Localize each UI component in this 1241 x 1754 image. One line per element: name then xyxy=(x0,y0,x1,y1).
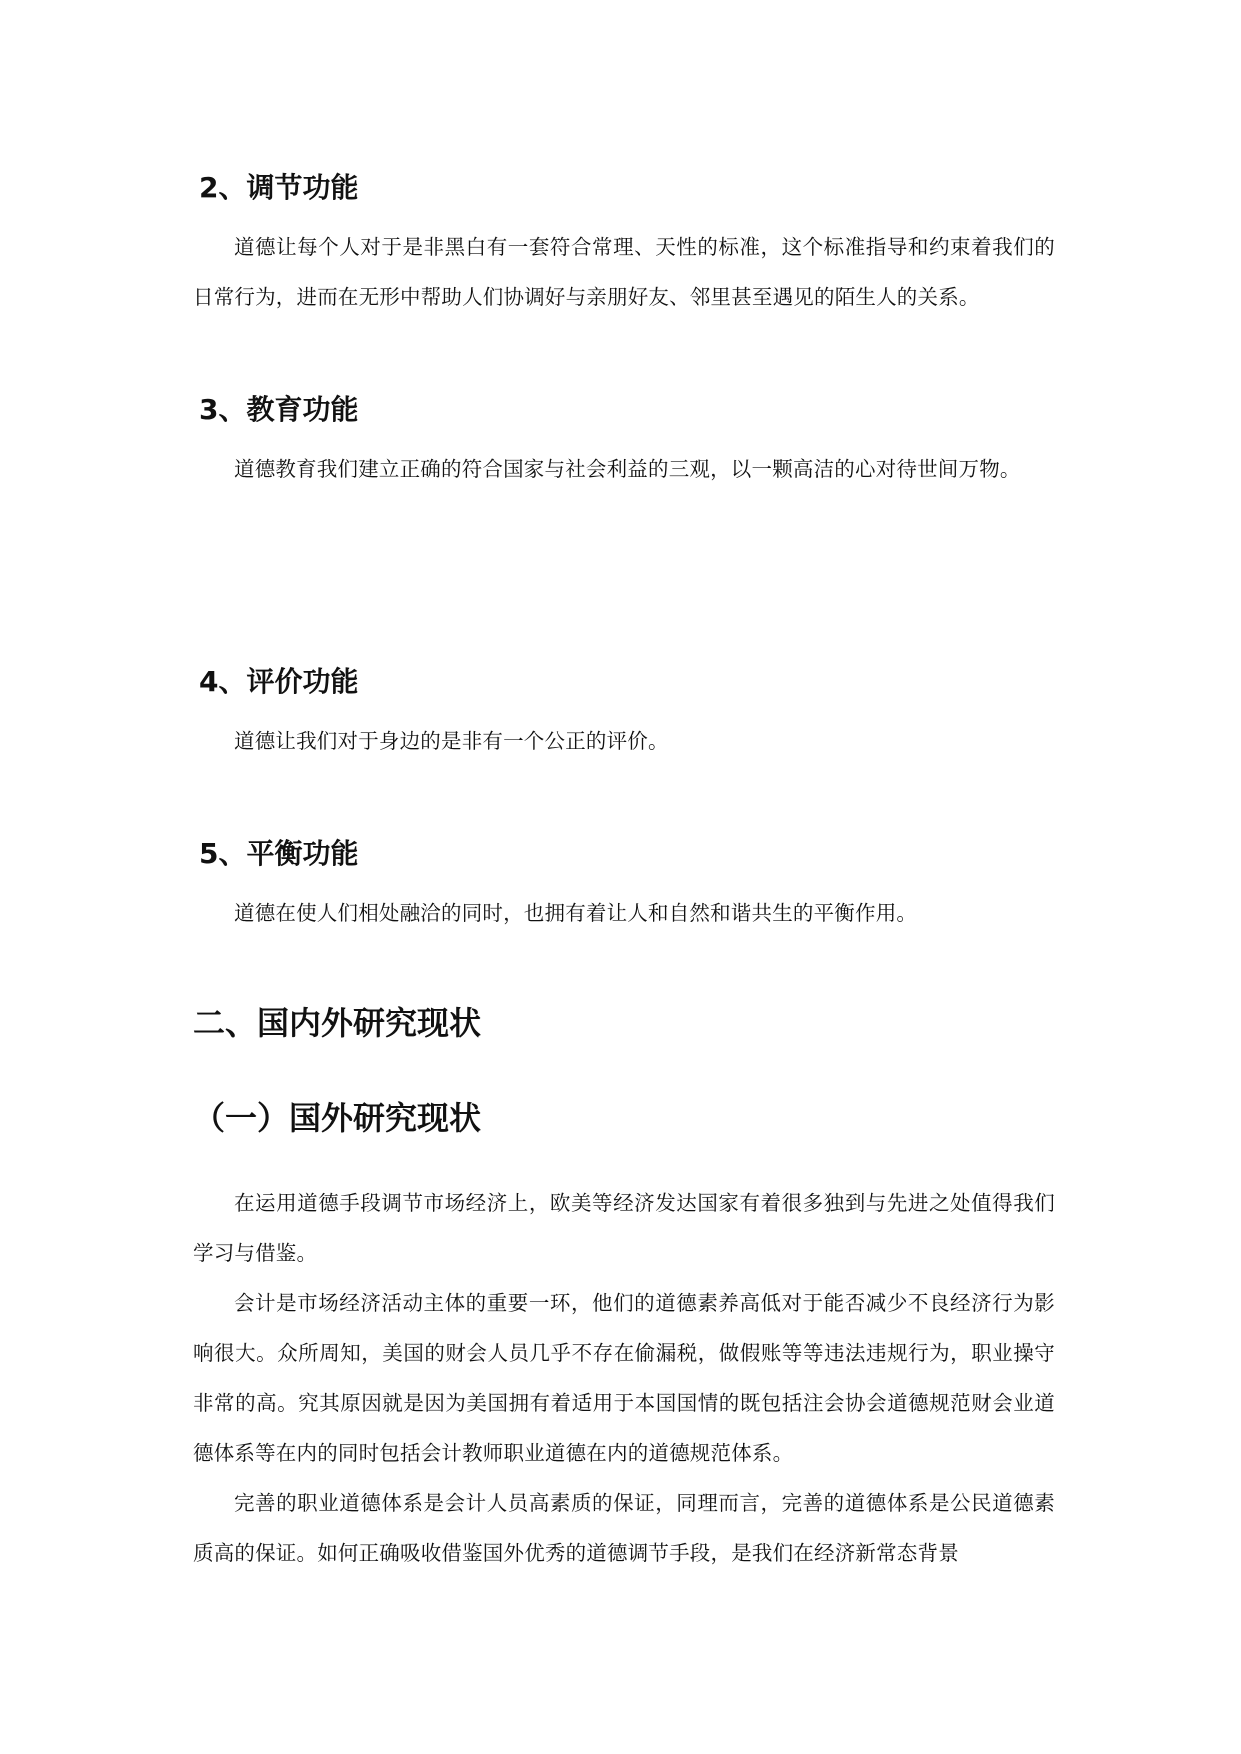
subsection-heading: （一）国外研究现状 xyxy=(193,1099,482,1137)
section-heading-education: 3、教育功能 xyxy=(199,393,359,426)
section-heading-regulation: 2、调节功能 xyxy=(199,171,359,204)
section-paragraph-regulation: 道德让每个人对于是非黑白有一套符合常理、天性的标准，这个标准指导和约束着我们的日常行为，进而在无形中帮助人们协调好与亲朋好友、邻里甚至遇见的陌生人的关系。 xyxy=(193,235,1055,309)
body-paragraph: 会计是市场经济活动主体的重要一环，他们的道德素养高低对于能否减少不良经济行为影响很大。众所周知，美国的财会人员几乎不存在偷漏税，做假账等等违法违规行为，职业操守非常的高。究其原因就是因为美国拥有着适用于本国国情的既包括注会协会道德规范财会业道德体系等在内的同时包括会计教师职业道德在内的道德规范体系。 xyxy=(193,1291,1055,1465)
section-paragraph-balance: 道德在使人们相处融洽的同时，也拥有着让人和自然和谐共生的平衡作用。 xyxy=(234,901,918,925)
chapter-heading: 二、国内外研究现状 xyxy=(193,1004,482,1042)
body-paragraphs xyxy=(193,1178,1055,1578)
body-paragraph: 完善的职业道德体系是会计人员高素质的保证，同理而言，完善的道德体系是公民道德素质高的保证。如何正确吸收借鉴国外优秀的道德调节手段，是我们在经济新常态背景 xyxy=(193,1491,1055,1565)
section-heading-evaluation: 4、评价功能 xyxy=(199,665,359,698)
section-paragraph-education: 道德教育我们建立正确的符合国家与社会利益的三观，以一颗高洁的心对待世间万物。 xyxy=(234,457,1021,481)
section-paragraph-evaluation: 道德让我们对于身边的是非有一个公正的评价。 xyxy=(234,729,669,753)
section-heading-balance: 5、平衡功能 xyxy=(199,837,359,870)
body-paragraph: 在运用道德手段调节市场经济上，欧美等经济发达国家有着很多独到与先进之处值得我们学习与借鉴。 xyxy=(193,1191,1055,1265)
